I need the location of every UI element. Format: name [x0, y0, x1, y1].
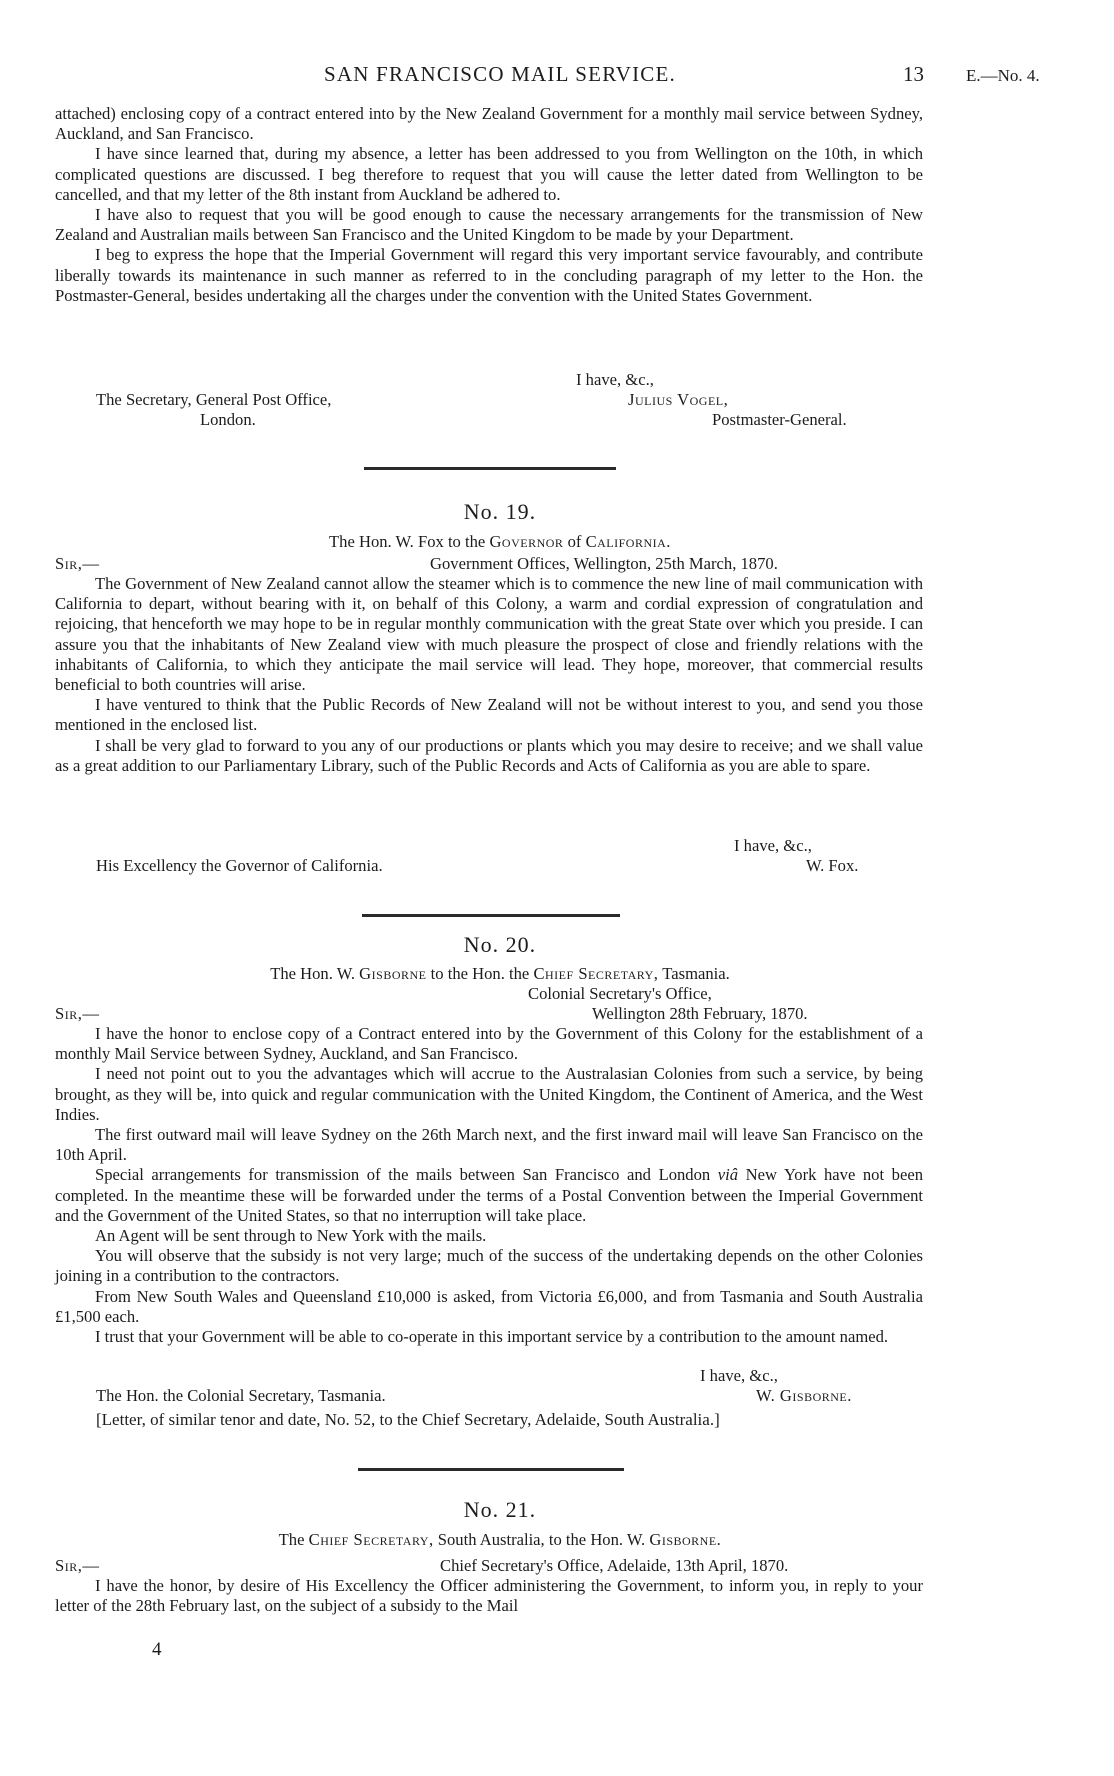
- paragraph: I have the honor, by desire of His Excellency the Officer administering the Government, to inform you, in reply to your letter of the 28th February last, on the subject of a subsidy to the Mail: [55, 1576, 923, 1616]
- section-divider: [364, 467, 616, 470]
- closing: I have, &c.,: [734, 836, 812, 855]
- letter-number: No. 19.: [463, 499, 537, 524]
- addressee: The Secretary, General Post Office,: [96, 390, 332, 409]
- paragraph: I trust that your Government will be able to co-operate in this important service by a contribution to the amount named.: [95, 1327, 889, 1347]
- page-number: 13: [903, 62, 924, 86]
- salutation: Sir,—: [55, 1556, 100, 1575]
- paragraph: You will observe that the subsidy is not very large; much of the success of the undertaking depends on the other Colonies joining in a contribution to the contractors.: [55, 1246, 923, 1286]
- letter-title: The Chief Secretary, South Australia, to the Hon. W. Gisborne.: [278, 1530, 722, 1549]
- addressee: His Excellency the Governor of California.: [96, 856, 383, 875]
- date: Wellington 28th February, 1870.: [592, 1004, 808, 1023]
- letter-number: No. 20.: [463, 932, 537, 957]
- paragraph: The first outward mail will leave Sydney on the 26th March next, and the first inward mail will leave San Francisco on the 10th April.: [55, 1125, 923, 1165]
- letter-18-body: [55, 104, 923, 306]
- place-date: Chief Secretary's Office, Adelaide, 13th April, 1870.: [440, 1556, 789, 1575]
- signatory: Julius Vogel,: [628, 390, 729, 409]
- paragraph: I beg to express the hope that the Imperial Government will regard this very important service favourably, and contribute liberally towards its maintenance in such manner as referred to in the concluding paragraph of my letter to the Hon. the Postmaster-General, besides undertaking all the charges under the convention with the United States Government.: [55, 245, 923, 305]
- addressee-city: London.: [200, 410, 256, 429]
- place-date: Government Offices, Wellington, 25th March, 1870.: [430, 554, 778, 573]
- paragraph: From New South Wales and Queensland £10,000 is asked, from Victoria £6,000, and from Tasmania and South Australia £1,500 each.: [55, 1286, 923, 1326]
- paragraph: attached) enclosing copy of a contract entered into by the New Zealand Government for a monthly mail service between Sydney, Auckland, and San Francisco.: [55, 104, 923, 144]
- letter-21-body: [55, 1576, 923, 1616]
- place: Colonial Secretary's Office,: [528, 984, 712, 1003]
- paragraph: I shall be very glad to forward to you any of our productions or plants which you may desire to receive; and we shall value as a great addition to our Parliamentary Library, such of the Public Records and Acts of California as you are able to spare.: [55, 735, 923, 775]
- paragraph: I need not point out to you the advantages which will accrue to the Australasian Colonies from such a service, by being brought, as they will be, into quick and regular communication with the United Kingdom, the Continent of America, and the West Indies.: [55, 1064, 923, 1124]
- closing: I have, &c.,: [576, 370, 654, 389]
- signatory: W. Fox.: [806, 856, 859, 875]
- letter-number: No. 21.: [463, 1497, 537, 1522]
- paragraph: I have the honor to enclose copy of a Contract entered into by the Government of this Colony for the establishment of a monthly Mail Service between Sydney, Auckland, and San Francisco.: [55, 1024, 923, 1064]
- letter-20-body: [55, 1024, 923, 1347]
- section-divider: [358, 1468, 624, 1471]
- paragraph: I have also to request that you will be good enough to cause the necessary arrangements for the transmission of New Zealand and Australian mails between San Francisco and the United Kingdom to be made by your Department.: [55, 205, 923, 245]
- paragraph: I have ventured to think that the Public Records of New Zealand will not be without interest to you, and send you those mentioned in the enclosed list.: [55, 695, 923, 735]
- addressee: The Hon. the Colonial Secretary, Tasmania.: [96, 1386, 386, 1405]
- letter-title: The Hon. W. Fox to the Governor of California.: [329, 532, 671, 551]
- signature-mark: 4: [152, 1639, 162, 1660]
- paragraph: I have since learned that, during my absence, a letter has been addressed to you from Wellington on the 10th, in which complicated questions are discussed. I beg therefore to request that you will cause the letter dated from Wellington to be cancelled, and that my letter of the 8th instant from Auckland be adhered to.: [55, 144, 923, 204]
- salutation: Sir,—: [55, 554, 100, 573]
- paragraph: Special arrangements for transmission of the mails between San Francisco and London viâ New York have not been completed. In the meantime these will be forwarded under the terms of a Postal Convention between the Imperial Government and the Government of the United States, so that no interruption will take place.: [55, 1165, 923, 1225]
- letter-19-body: [55, 574, 923, 776]
- signatory: W. Gisborne.: [756, 1386, 852, 1405]
- paragraph: An Agent will be sent through to New York with the mails.: [95, 1226, 487, 1246]
- section-divider: [362, 914, 620, 917]
- signatory-title: Postmaster-General.: [712, 410, 847, 429]
- salutation: Sir,—: [55, 1004, 100, 1023]
- running-title: SAN FRANCISCO MAIL SERVICE.: [324, 62, 676, 86]
- closing: I have, &c.,: [700, 1366, 778, 1385]
- editorial-note: [Letter, of similar tenor and date, No. 52, to the Chief Secretary, Adelaide, South Australia.]: [96, 1410, 720, 1429]
- letter-title: The Hon. W. Gisborne to the Hon. the Chief Secretary, Tasmania.: [270, 964, 730, 983]
- document-reference: E.—No. 4.: [966, 66, 1040, 85]
- paragraph: The Government of New Zealand cannot allow the steamer which is to commence the new line of mail communication with California to depart, without bearing with it, on behalf of this Colony, a warm and cordial expression of congratulation and rejoicing, that henceforth we may hope to be in regular monthly communication with the great State over which you preside. I can assure you that the inhabitants of New Zealand view with much pleasure the prospect of close and friendly relations with the inhabitants of California, to which they anticipate the mail service will lead. They hope, moreover, that commercial results beneficial to both countries will arise.: [55, 574, 923, 695]
